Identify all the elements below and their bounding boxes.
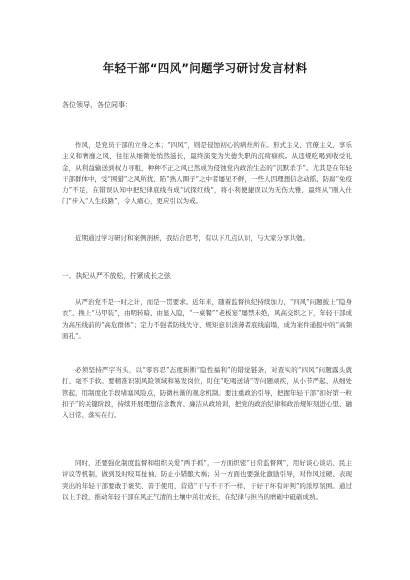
salutation: 各位领导、各位同事： <box>62 101 132 109</box>
paragraph-section1-b: 必须坚持严字当头，以“零容忍”态度斩断“隐性福利”的错觉链条，对查实的“四风”问题露头就打、毫不手软。要精准识别风险领域和易发岗位，盯住“吃喝送请”等问题顽疾，从小节严起、从细处管起，用制度化手段堵塞风险点，防微杜渐的观念机制。要注重政治引导，把握年轻干部“扣好第一粒扣子”的关键阶段，持续开展理想信念教育、廉洁从政培训，把党的政治纪律和政治规矩刻进心里、融入日常、落实在行。 <box>62 366 352 420</box>
paragraph-intro: 作风，是党员干部的立身之本；“四风”，则是侵蚀初心的病灶所在。形式主义、官僚主义、享乐主义和奢靡之风，往往从细微处悄然滋长，最终演变为失德失职的沉疴痼疾。从违规吃喝到收受礼金，从利益输送到权力寻租，种种不正之风已然成为侵蚀党内政治生态的“沉默杀手”。尤其是在年轻干部群体中，受“围猎”之风所扰、陷“熟人圈子”之中者屡见不鲜，一些人因理想信念动摇、防腐“免疫力”不足，在错误认知中把纪律底线当成“试探红线”，将小利便捷误以为无伤大雅，最终从“刚入仕门”步入“人生歧路”，令人痛心，更应引以为戒。 <box>62 141 352 206</box>
paragraph-section1-a: 从严治党不是一时之计，而是一贯要求。近年来，随着监督执纪持续加力，“四风”问题披上“隐身衣”、换上“马甲装”，由明转暗、由显入隐，“一桌餐”“老板宴”屡禁未绝，风高交织之下，年轻干部成为高压线前的“高危群体”；定力不强者防线失守、规矩意识淡薄者底线崩塌，成为案件通报中的“高频面孔”。 <box>62 298 352 340</box>
section-heading-1: 一、执纪从严不放松，拧紧成长之弦 <box>62 272 171 280</box>
paragraph-section1-c: 同时，还要强化制度监督和组织关爱“两手抓”，一方面织密“日常监督网”，用好谈心谈话、民主评议等机制，做到及时咬耳扯袖、防止小错酿大祸；另一方面也要强化激励引导，对作风过硬、表现突出的年轻干部要敢于褒奖、善于使用，营造“干与不干不一样、干好干坏有评判”的浓厚氛围。通过以上手段，推动年轻干部在风正气清的土壤中茁壮成长，在纪律与担当的磨砺中砥砺成熟。 <box>62 459 352 501</box>
document-title: 年轻干部“四风”问题学习研讨发言材料 <box>102 61 308 75</box>
paragraph-summary: 近期通过学习研讨和案例剖析，我结合思考，有以下几点认识，与大家分享共勉。 <box>75 234 309 242</box>
